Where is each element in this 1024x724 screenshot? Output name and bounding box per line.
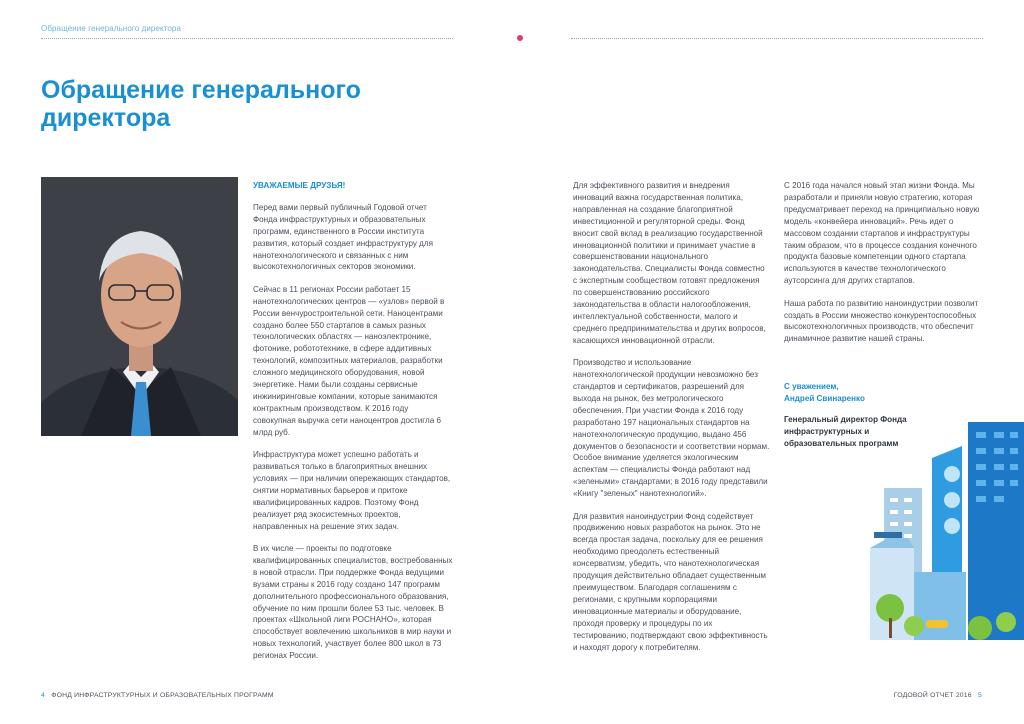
letter-column-1 (253, 180, 453, 673)
paragraph: Производство и использование нанотехнологической продукции невозможно без стандартов и сертификатов, разрешений для выхода на рынок, без метрологического обеспечения. При участии Фонда к 2016 году разработано 197 национальных стандартов на нанотехнологическую продукцию, выдано 456 документов о безопасности и соответствии нормам. Особое внимание уделяется экологическим аспектам — специалисты Фонда работают над «зелеными» стандартами; в 2016 году представили «Книгу "зеленых" нанотехнологий». (573, 358, 770, 499)
paragraph: Инфраструктура может успешно работать и развиваться только в благоприятных внешних условиях — при наличии опережающих стандартов, снятии нормативных барьеров и притоке квалифицированных кадров. Поэтому Фонд реализует ряд экосистемных проектов, направленных на решение этих задач. (253, 450, 451, 531)
paragraph: С 2016 года начался новый этап жизни Фонда. Мы разработали и приняли новую стратегию, которая предусматривает переход на принципиально новую модель «конвейера инноваций». Речь идет о массовом создании стартапов и инфраструктуры таким образом, что в процессе создания конечного продукта базовые компетенции одного стартапа используются в качестве технологического аутсорсинга для других стартапов. (784, 181, 980, 286)
footer-right (894, 692, 982, 699)
greeting: УВАЖАЕМЫЕ ДРУЗЬЯ! (253, 181, 346, 190)
header-divider-right (571, 38, 983, 39)
signature-block (784, 381, 865, 405)
signoff: С уважением, (784, 382, 839, 391)
paragraph: Для эффективного развития и внедрения инноваций важна государственная политика, направленная на создание благоприятной инвестиционной и регуляторной среды. Фонд вносит свой вклад в реализацию государственной инновационной политики и принимает участие в совершенствовании национального законодательства. Специалисты Фонда совместно с экспертным сообществом готовят предложения по совершенствованию российского законодательства в области налогообложения, интеллектуальной собственности, малого и среднего предпринимательства и других вопросов, касающихся инновационной отрасли. (573, 181, 766, 345)
letter-column-2 (573, 180, 770, 664)
paragraph: Наша работа по развитию наноиндустрии позволит создать в России множество конкурентоспособных высокотехнологичных производств, что обеспечит динамичное развитие нашей страны. (784, 298, 979, 344)
paragraph: Перед вами первый публичный Годовой отчет Фонда инфраструктурных и образовательных программ, единственного в России института развития, который создает инфраструктуру для нанотехнологического и связанных с ним высокотехнологичных секторов экономики. (253, 202, 433, 272)
footer-left (41, 692, 274, 699)
signer-position: Генеральный директор Фонда инфраструктурных и образовательных программ (784, 415, 907, 448)
page-number-right: 5 (978, 692, 982, 699)
director-portrait (41, 177, 238, 436)
page-marker-dot (517, 35, 523, 41)
paragraph: Сейчас в 11 регионах России работает 15 нанотехнологических центров — «узлов» первой в России венчуростроительной сети. Наноцентрами создано более 550 стартапов в самых разных технологических областях — наноэлектронике, фотонике, робототехнике, в сфере аддитивных технологий, композитных материалов, разработки сложного медицинского оборудования, новой энергетике. Нами были созданы сервисные инжиниринговые компании, которые занимаются контрактным производством. К 2016 году совокупная выручка сети наноцентров достигла 6 млрд руб. (253, 284, 445, 437)
letter-column-3 (784, 180, 984, 356)
paragraph: Для развития наноиндустрии Фонд содействует продвижению новых разработок на рынок. Это не всегда простая задача, поскольку для ее решения необходимо преодолеть естественный консерватизм, убедить, что нанотехнологическая продукция действительно обладает существенным преимуществом. Благодаря соглашениям с регионами, с крупными корпорациями инновационные материалы и оборудование, проходя проверку и процедуры по их тестированию, подтверждают свою эффективность и находят дорогу к потребителям. (573, 511, 768, 652)
header-divider-left (41, 38, 453, 39)
city-illustration (870, 422, 1024, 662)
signer-name: Андрей Свинаренко (784, 394, 865, 403)
page-number-left: 4 (41, 692, 45, 699)
footer-left-text: ФОНД ИНФРАСТРУКТУРНЫХ И ОБРАЗОВАТЕЛЬНЫХ ПРОГРАММ (51, 692, 274, 699)
paragraph: В их числе — проекты по подготовке квалифицированных специалистов, востребованных в новой отрасли. При поддержке Фонда ведущими вузами страны к 2016 году создано 147 программ дополнительного профессионального образования, обучение по ним прошли более 53 тыс. человек. В проектах «Школьной лиги РОСНАНО», которая способствует вовлечению школьников в мир науки и новых технологий, участвует более 800 школ в 73 регионах России. (253, 543, 453, 661)
footer-right-text: ГОДОВОЙ ОТЧЕТ 2016 (893, 692, 972, 699)
breadcrumb: Обращение генерального директора (41, 24, 182, 33)
page-title: Обращение генерального директора (41, 76, 361, 132)
